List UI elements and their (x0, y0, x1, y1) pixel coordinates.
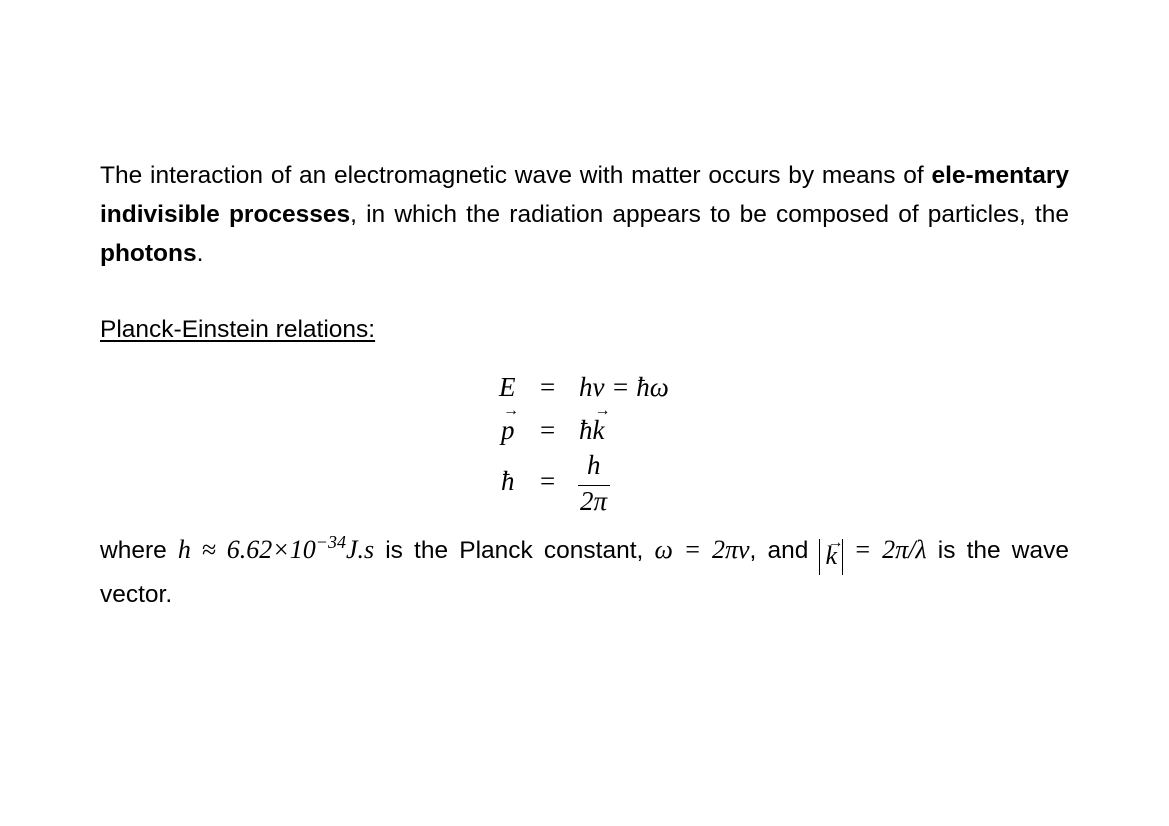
planck-exponent: −34 (315, 532, 346, 552)
intro-text-3: . (196, 240, 204, 267)
intro-bold-processes: ele-mentary indivisible processes (100, 162, 1069, 228)
eq3-equals: = (540, 466, 556, 496)
equation-energy (490, 372, 690, 412)
eq3-denominator: 2π (580, 486, 608, 516)
eq1-rhs: hν = ħω (579, 372, 669, 402)
section-heading: Planck-Einstein relations: (100, 316, 376, 343)
eq2-lhs: → p (501, 415, 515, 446)
eq1-lhs: E (499, 372, 516, 402)
intro-text-1: The interaction of an electromagnetic wave with matter occurs by means of (100, 162, 932, 189)
intro-paragraph (100, 156, 1069, 273)
omega-expression: ω = 2πν (654, 535, 750, 564)
k-relation: = 2π/λ (843, 535, 927, 564)
equation-momentum (490, 415, 690, 455)
closing-paragraph (100, 530, 1069, 614)
planck-value: h ≈ 6.62×10 (177, 535, 316, 564)
eq3-lhs: ħ (501, 466, 515, 496)
equation-hbar (490, 450, 690, 520)
closing-text-2: , and (749, 537, 820, 564)
eq2-hbar: ħ (579, 415, 593, 445)
closing-where: where (100, 537, 178, 564)
k-vector: → k (825, 541, 837, 571)
closing-text-3: is the wave vector. (100, 537, 1069, 608)
eq3-numerator: h (587, 450, 601, 480)
planck-unit: J.s (345, 535, 375, 564)
k-magnitude (819, 539, 843, 575)
intro-text-2: , in which the radiation appears to be composed of particles, the (350, 201, 1069, 228)
intro-bold-photons: photons (100, 240, 197, 267)
eq1-equals: = (540, 372, 556, 402)
eq2-equals: = (540, 415, 556, 445)
closing-text-1: is the Planck constant, (374, 537, 655, 564)
eq2-k-vector: → k (593, 415, 605, 446)
